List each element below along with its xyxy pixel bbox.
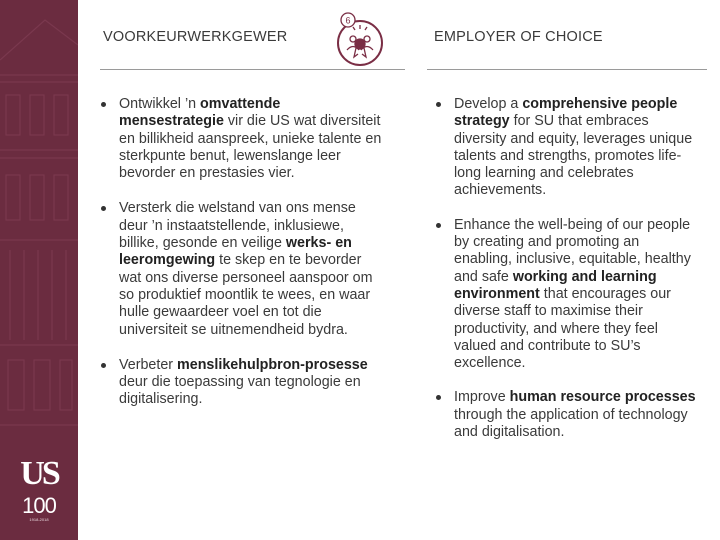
list-item: Ontwikkel ’n omvattende mensestrategie vir die US wat diversiteit en billikheid aanspreek, unieke talente en sterkpunte benut, lewenslange leer bevorder en prestasies vier.	[98, 96, 384, 182]
goal-badge	[333, 10, 387, 68]
badge-number: 6	[345, 15, 351, 26]
logo-mark: US	[20, 455, 58, 492]
list-item: Improve human resource processes through the application of technology and digitalisation.	[433, 389, 698, 441]
divider-left	[100, 69, 405, 70]
list-item: Develop a comprehensive people strategy for SU that embraces diversity and equity, leverages unique talents and strengths, promotes life-long learning and celebrates achievements.	[433, 96, 698, 200]
heading-english: EMPLOYER OF CHOICE	[434, 29, 603, 45]
list-item: Enhance the well-being of our people by creating and promoting an enabling, inclusive, equitable, healthy and safe working and learning environment that encourages our diverse staff to maximise their productivity, and where they feel valued and contribute to SU’s excellence.	[433, 217, 698, 373]
logo-tagline: 1918-2018	[29, 517, 49, 522]
people-award-icon	[333, 10, 387, 68]
bullet-list-english	[433, 96, 698, 441]
list-item: Versterk die welstand van ons mense deur ’n instaatstellende, inklusiewe, billike, gesonde en veilige werks- en leeromgewing te skep en te bevorder wat ons diverse personeel aanspoor om so produktief moontlik te wees, en waar hulle gewaardeer voel en tot die universiteit se uitnemendheid bydra.	[98, 200, 384, 338]
heading-afrikaans: VOORKEURWERKGEWER	[103, 29, 288, 45]
list-item: Verbeter menslikehulpbron-prosesse deur die toepassing van tegnologie en digitalisering.	[98, 357, 384, 409]
logo-number: 100	[22, 493, 56, 518]
su-centenary-logo	[10, 455, 68, 525]
divider-right	[427, 69, 707, 70]
bullet-list-afrikaans	[98, 96, 384, 409]
sidebar-banner	[0, 0, 78, 540]
